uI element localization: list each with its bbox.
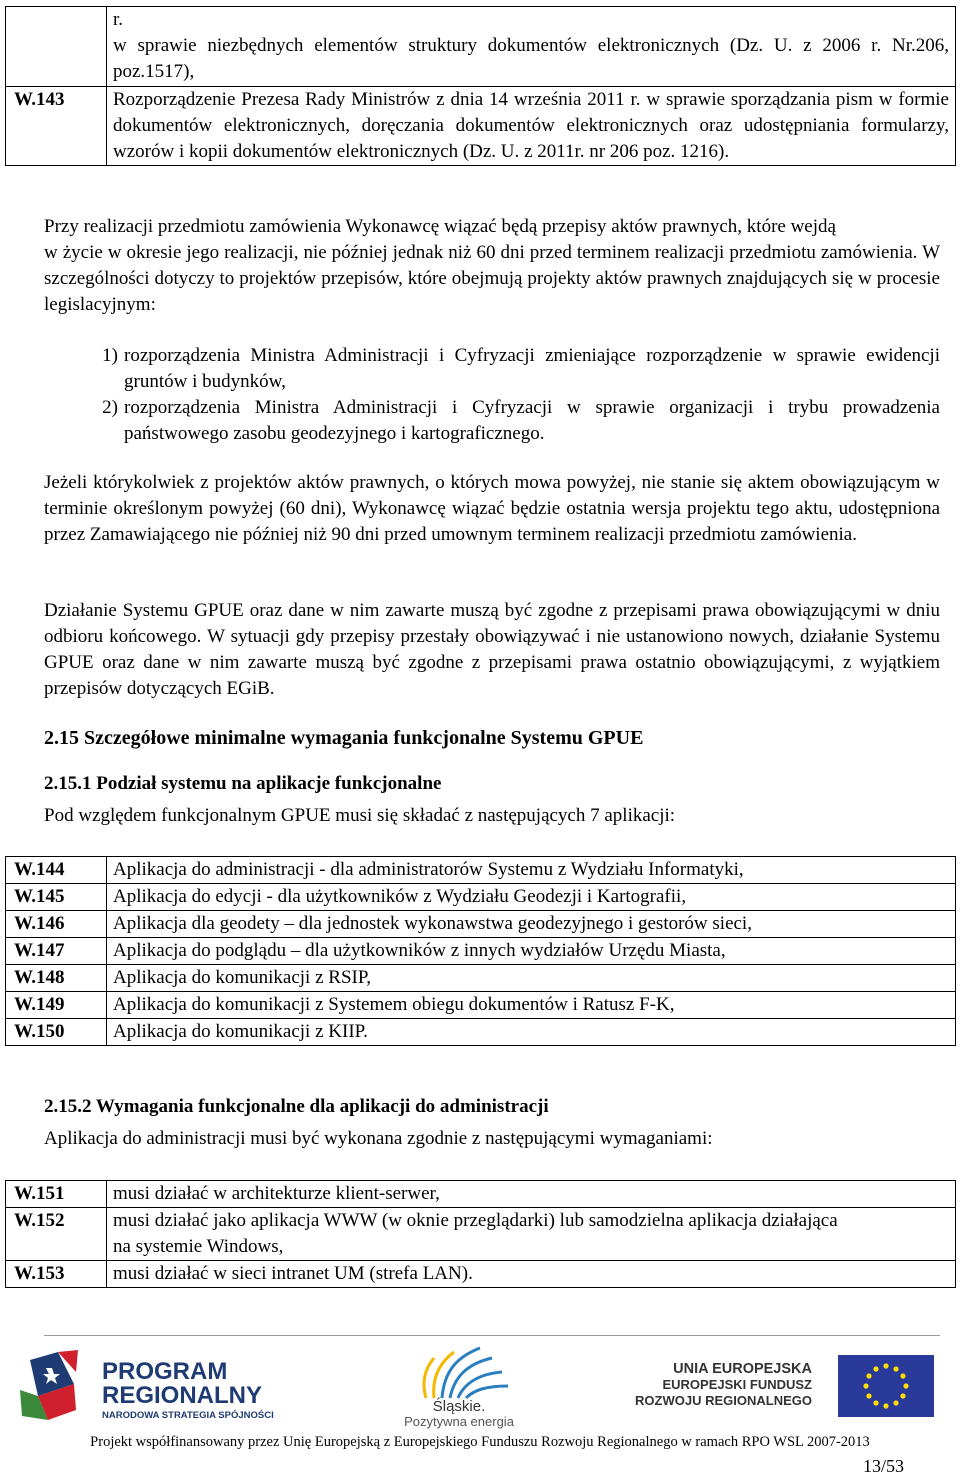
row-text: Aplikacja do komunikacji z RSIP,	[107, 965, 956, 992]
row-text	[107, 7, 956, 87]
row-code: W.143	[6, 87, 107, 166]
row-text-line: na systemie Windows,	[113, 1236, 284, 1257]
footer-rule	[44, 1335, 940, 1336]
eu-line1: UNIA EUROPEJSKA	[673, 1361, 812, 1377]
section-heading-2-15-2: 2.15.2 Wymagania funkcjonalne dla aplikacji do administracji	[44, 1096, 549, 1117]
legal-acts-table	[5, 6, 956, 166]
paragraph-line: Przy realizacji przedmiotu zamówienia Wykonawcę wiązać będą przepisy aktów prawnych, które wejdą	[44, 216, 836, 237]
footer-cofinancing-note: Projekt współfinansowany przez Unię Europejską z Europejskiego Funduszu Rozwoju Regionalnego w ramach RPO WSL 2007-2013	[90, 1434, 870, 1450]
row-text-line: musi działać w architekturze klient-serwer,	[113, 1183, 440, 1204]
row-code: W.150	[6, 1019, 107, 1046]
row-text-line: Rozporządzenie Prezesa Rady Ministrów z dnia 14 września 2011 r. w sprawie sporządzania pism w formie dokumentów elektronicznych, doręczania dokumentów elektronicznych oraz udostępniania formularzy, wzorów i kopii dokumentów elektronicznych (Dz. U. z 2011r. nr 206 poz. 1216).	[113, 89, 949, 162]
table-row	[6, 857, 956, 884]
row-code: W.148	[6, 965, 107, 992]
row-text	[107, 1181, 956, 1208]
section-intro-2-15-1: Pod względem funkcjonalnym GPUE musi się składać z następujących 7 aplikacji:	[44, 805, 676, 826]
eu-line3: ROZWOJU REGIONALNEGO	[635, 1393, 812, 1408]
table-row	[6, 992, 956, 1019]
list-item	[44, 395, 940, 447]
applications-table	[5, 856, 956, 1046]
list-number: 2)	[102, 397, 118, 418]
paragraph-system-compliance: Działanie Systemu GPUE oraz dane w nim zawarte muszą być zgodne z przepisami prawa obowiązującymi w dniu odbioru końcowego. W sytuacji gdy przepisy przestały obowiązywać i nie ustanowiono nowych, działanie Systemu GPUE oraz dane w nim zawarte muszą być zgodne z przepisami prawa ostatnio obowiązującymi, z wyjątkiem przepisów dotyczących EGiB.	[44, 600, 940, 699]
row-text: Aplikacja dla geodety – dla jednostek wykonawstwa geodezyjnego i gestorów sieci,	[107, 911, 956, 938]
table-row	[6, 1208, 956, 1261]
row-code: W.149	[6, 992, 107, 1019]
table-row	[6, 884, 956, 911]
row-text: Aplikacja do edycji - dla użytkowników z Wydziału Geodezji i Kartografii,	[107, 884, 956, 911]
admin-requirements-table	[5, 1180, 956, 1288]
row-text: Aplikacja do komunikacji z Systemem obiegu dokumentów i Ratusz F-K,	[107, 992, 956, 1019]
list-number: 1)	[102, 345, 118, 366]
program-line1: PROGRAM	[102, 1358, 228, 1385]
list-text: rozporządzenia Ministra Administracji i Cyfryzacji zmieniające rozporządzenie w sprawie ewidencji gruntów i budynków,	[124, 345, 940, 392]
list-text: rozporządzenia Ministra Administracji i Cyfryzacji w sprawie organizacji i trybu prowadzenia państwowego zasobu geodezyjnego i kartograficznego.	[124, 397, 940, 444]
section-heading-2-15-1: 2.15.1 Podział systemu na aplikacje funkcjonalne	[44, 773, 442, 794]
row-code: W.144	[6, 857, 107, 884]
row-code: W.146	[6, 911, 107, 938]
table-row	[6, 87, 956, 166]
row-code: W.147	[6, 938, 107, 965]
row-text	[107, 87, 956, 166]
row-code: W.151	[6, 1181, 107, 1208]
page-number: 13/53	[862, 1456, 904, 1476]
row-text-line: r.	[113, 9, 124, 30]
row-text: Aplikacja do administracji - dla administratorów Systemu z Wydziału Informatyki,	[107, 857, 956, 884]
table-row	[6, 1181, 956, 1208]
table-row	[6, 1019, 956, 1046]
section-heading-2-15: 2.15 Szczegółowe minimalne wymagania funkcjonalne Systemu GPUE	[44, 727, 644, 749]
table-row	[6, 938, 956, 965]
row-text-line: musi działać w sieci intranet UM (strefa LAN).	[113, 1263, 473, 1284]
row-text-line: musi działać jako aplikacja WWW (w oknie przeglądarki) lub samodzielna aplikacja działająca	[113, 1210, 838, 1231]
slaskie-sun-icon	[384, 1344, 534, 1400]
eu-logo	[612, 1355, 942, 1417]
slaskie-tagline: Pozytywna energia	[404, 1414, 514, 1429]
row-code: W.152	[6, 1208, 107, 1261]
paragraph-legal-changes	[44, 214, 940, 318]
row-text-line: w sprawie niezbędnych elementów struktury dokumentów elektronicznych (Dz. U. z 2006 r. Nr.206, poz.1517),	[113, 35, 949, 82]
table-row	[6, 911, 956, 938]
table-row	[6, 965, 956, 992]
eu-line2: EUROPEJSKI FUNDUSZ	[662, 1377, 812, 1392]
eu-flag-icon	[838, 1355, 934, 1417]
paragraph-line: w życie w okresie jego realizacji, nie później jednak niż 60 dni przed terminem realizacji przedmiotu zamówienia. W szczególności dotyczy to projektów przepisów, które obejmują projekty aktów prawnych znajdujących się w procesie legislacyjnym:	[44, 242, 940, 315]
legislation-list	[44, 343, 940, 447]
program-line3: NARODOWA STRATEGIA SPÓJNOŚCI	[102, 1410, 274, 1421]
list-item	[44, 343, 940, 395]
program-line2: REGIONALNY	[102, 1382, 263, 1409]
paragraph-draft-acts: Jeżeli którykolwiek z projektów aktów prawnych, o których mowa powyżej, nie stanie się aktem obowiązującym w terminie określonym powyżej (60 dni), Wykonawcę wiązać będzie ostatnia wersja projektu tego aktu, udostępniona przez Zamawiającego nie później niż 90 dni przed umownym terminem realizacji przedmiotu zamówienia.	[44, 472, 940, 545]
table-row	[6, 7, 956, 87]
program-regionalny-logo	[18, 1350, 318, 1422]
slaskie-name: Śląskie.	[432, 1398, 486, 1415]
row-code: W.145	[6, 884, 107, 911]
slaskie-logo	[384, 1344, 534, 1430]
section-intro-2-15-2: Aplikacja do administracji musi być wykonana zgodnie z następującymi wymaganiami:	[44, 1128, 713, 1149]
row-code: W.153	[6, 1261, 107, 1288]
row-text: Aplikacja do podglądu – dla użytkowników z innych wydziałów Urzędu Miasta,	[107, 938, 956, 965]
table-row	[6, 1261, 956, 1288]
row-text	[107, 1208, 956, 1261]
row-text: Aplikacja do komunikacji z KIIP.	[107, 1019, 956, 1046]
row-text	[107, 1261, 956, 1288]
row-code	[6, 7, 107, 87]
